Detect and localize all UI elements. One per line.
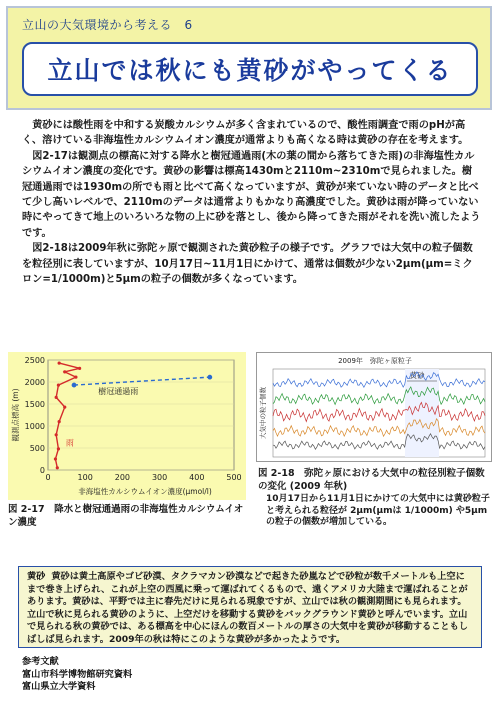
fig1-chart: [8, 352, 246, 500]
paragraph-1: 黄砂には酸性雨を中和する炭酸カルシウムが多く含まれているので、酸性雨調査で雨のpHが高く、溶けている非海塩性カルシウムイオン濃度が通常よりも高くなる時は黄砂の存在を考えます。: [22, 120, 469, 147]
glossary-text: 黄砂は黄土高原やゴビ砂漠、タクラマカン砂漠などで起きた砂嵐などで砂粒が数千メートルも上空にまで巻き上げられ、これが上空の西風に乗って運ばれてくるもので、遠くアメリカ大陸まで運ばれることがあります。黄砂は、平野では主に春先だけに見られる現象ですが、立山では秋の観測期間にも見られます。立山で秋に見られる黄砂のように、上空だけを移動する黄砂をバックグラウンド黄砂と呼んでいます。立山で見られる秋の黄砂では、ある標高を中心にほんの数百メートルの厚さの大気中を黄砂が移動することもしばしば見られます。2009年の秋は特にこのような黄砂が多かったようです。: [27, 571, 468, 645]
rain-point: [78, 367, 81, 370]
fig1-ytick-label: 2000: [24, 378, 45, 387]
fig1-xlabel: 非海塩性カルシウムイオン濃度(μmol/l): [78, 487, 212, 496]
canopy-point: [72, 383, 77, 388]
fig1-xtick-label: 100: [77, 473, 93, 482]
rain-point: [58, 420, 61, 423]
paragraph-2: 図2-17は観測点の標高に対する降水と樹冠通過雨(木の葉の間から落ちてきた雨)の非海塩性カルシウムイオン濃度の変化です。黄砂の影響は標高1430mと2110m~2310mで見られました。樹冠通過雨では1930mの所でも雨と比べて高くなっていますが、黄砂が来ていない時のデータと比べて少し高いレベルで、2110mのデータは通常よりもかなり高濃度でした。黄砂は雨が降っていない時にやってきて地上のいろいろな物の上に砂を落とし、後から降ってきた雨がそれを洗い流したようです。: [22, 150, 481, 239]
fig1-ytick-label: 1000: [24, 422, 45, 431]
rain-point: [58, 361, 61, 364]
fig2-caption-title: 図 2-18 弥陀ヶ原における大気中の粒径別粒子個数の変化 (2009 年秋): [258, 468, 485, 492]
paragraph-3: 図2-18は2009年秋に弥陀ヶ原で観測された黄砂粒子の様子です。グラフでは大気中の粒子個数を粒径別に表していますが、10月17日~11月1日にかけて、通常は個数が少ない2μm(μm=ミクロン=1/1000m)と5μmの粒子の個数が多くなっています。: [22, 243, 473, 286]
fig2-annotation: 黄砂: [409, 371, 425, 380]
glossary-box: [18, 566, 482, 648]
rain-point: [74, 376, 77, 379]
fig1-ylabel: 観測点標高 (m): [11, 388, 20, 442]
figure-2-18: [256, 352, 494, 527]
page-title: 立山では秋にも黄砂がやってくる: [47, 56, 453, 85]
rain-point: [55, 396, 58, 399]
canopy-series-line: [74, 377, 210, 385]
fig1-ytick-label: 2500: [24, 356, 45, 365]
fig2-event-band: [405, 369, 439, 457]
fig1-xtick-label: 0: [45, 473, 51, 482]
fig1-xtick-label: 400: [189, 473, 205, 482]
fig1-xtick-label: 500: [226, 473, 242, 482]
fig2-plot-area: [256, 352, 492, 462]
fig2-title: 2009年 弥陀ヶ原粒子: [338, 357, 412, 365]
figure-2-17: [8, 352, 246, 540]
series-label: 立山の大気環境から考える 6: [22, 18, 193, 32]
rain-point: [54, 457, 57, 460]
rain-point: [55, 433, 58, 436]
fig1-xtick-label: 200: [114, 473, 131, 482]
fig2-caption-body: 10月17日から11月1日にかけての大気中には黄砂粒子と考えられる粒径が 2μm(μmは 1/1000m) や5μmの粒子の個数が増加している。: [266, 494, 490, 527]
fig1-xtick-label: 300: [151, 473, 168, 482]
fig1-rain-label: 雨: [65, 438, 74, 448]
fig1-ytick-label: 1500: [24, 400, 45, 409]
fig1-canopy-label: 樹冠通過雨: [98, 386, 139, 396]
references: [22, 656, 132, 694]
rain-point: [57, 447, 60, 450]
fig1-caption: 図 2-17 降水と樹冠通過雨の非海塩性カルシウムイオン濃度: [8, 504, 244, 528]
rain-point: [63, 405, 66, 408]
title-box: [22, 42, 478, 96]
fig1-plot-area: [8, 352, 246, 500]
header-banner: [6, 6, 492, 110]
fig1-ytick-label: 500: [29, 444, 45, 453]
rain-point: [57, 383, 60, 386]
canopy-point: [207, 375, 212, 380]
rain-point: [63, 370, 66, 373]
fig1-ytick-label: 0: [39, 466, 45, 475]
rain-point: [56, 466, 59, 469]
reference-item: 富山市科学博物館研究資料: [22, 668, 133, 680]
glossary-term: 黄砂: [27, 571, 46, 582]
reference-item: 富山県立大学資料: [22, 681, 96, 692]
fig2-ylabel: 大気中の粒子個数: [259, 387, 267, 439]
fig2-chart: [257, 353, 493, 463]
rain-series-line: [55, 363, 79, 468]
references-heading: 参考文献: [22, 656, 59, 667]
body-text: [22, 118, 482, 287]
